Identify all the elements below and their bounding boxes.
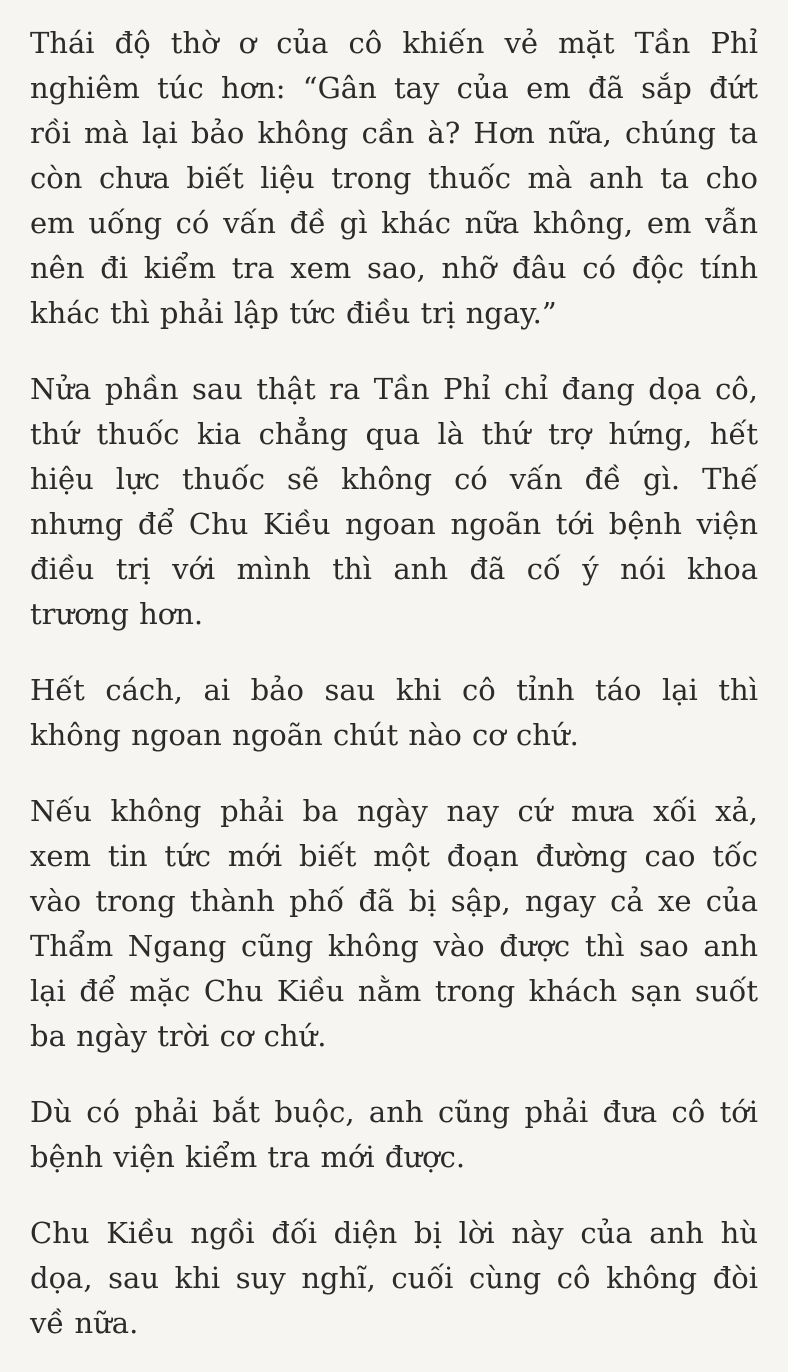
paragraph — [30, 1090, 758, 1180]
text-line: Thái độ thờ ơ của cô khiến vẻ mặt Tần Phỉ — [30, 26, 758, 60]
text-line: Thẩm Ngang cũng không vào được thì sao anh — [30, 929, 758, 963]
text-line: thứ thuốc kia chẳng qua là thứ trợ hứng, hết — [30, 417, 758, 451]
text-line: Nếu không phải ba ngày nay cứ mưa xối xả, — [30, 794, 758, 828]
text-line: ba ngày trời cơ chứ. — [30, 1019, 327, 1053]
text-line: xem tin tức mới biết một đoạn đường cao tốc — [30, 839, 758, 873]
text-line: trương hơn. — [30, 597, 204, 631]
paragraph — [30, 367, 758, 637]
text-line: nghiêm túc hơn: “Gân tay của em đã sắp đứt — [30, 71, 758, 105]
text-line: về nữa. — [30, 1306, 139, 1340]
text-line: lại để mặc Chu Kiều nằm trong khách sạn suốt — [30, 974, 758, 1008]
paragraph — [30, 668, 758, 758]
text-line: bệnh viện kiểm tra mới được. — [30, 1140, 466, 1174]
text-line: không ngoan ngoãn chút nào cơ chứ. — [30, 718, 579, 752]
text-line: vào trong thành phố đã bị sập, ngay cả xe của — [30, 884, 758, 918]
text-line: Chu Kiều ngồi đối diện bị lời này của anh hù — [30, 1216, 758, 1250]
text-content — [30, 21, 758, 1346]
text-line: khác thì phải lập tức điều trị ngay.” — [30, 296, 557, 330]
text-line: Dù có phải bắt buộc, anh cũng phải đưa cô tới — [30, 1095, 758, 1129]
text-line: nên đi kiểm tra xem sao, nhỡ đâu có độc tính — [30, 251, 758, 285]
paragraph — [30, 21, 758, 336]
text-line: rồi mà lại bảo không cần à? Hơn nữa, chúng ta — [30, 116, 758, 150]
text-line: nhưng để Chu Kiều ngoan ngoãn tới bệnh viện — [30, 507, 758, 541]
paragraph — [30, 789, 758, 1059]
text-line: hiệu lực thuốc sẽ không có vấn đề gì. Thế — [30, 462, 758, 496]
text-line: Hết cách, ai bảo sau khi cô tỉnh táo lại thì — [30, 673, 758, 707]
text-line: điều trị với mình thì anh đã cố ý nói khoa — [30, 552, 758, 586]
text-line: còn chưa biết liệu trong thuốc mà anh ta cho — [30, 161, 758, 195]
paragraph — [30, 1211, 758, 1346]
text-line: em uống có vấn đề gì khác nữa không, em vẫn — [30, 206, 758, 240]
text-line: dọa, sau khi suy nghĩ, cuối cùng cô không đòi — [30, 1261, 758, 1295]
text-line: Nửa phần sau thật ra Tần Phỉ chỉ đang dọa cô, — [30, 372, 758, 406]
